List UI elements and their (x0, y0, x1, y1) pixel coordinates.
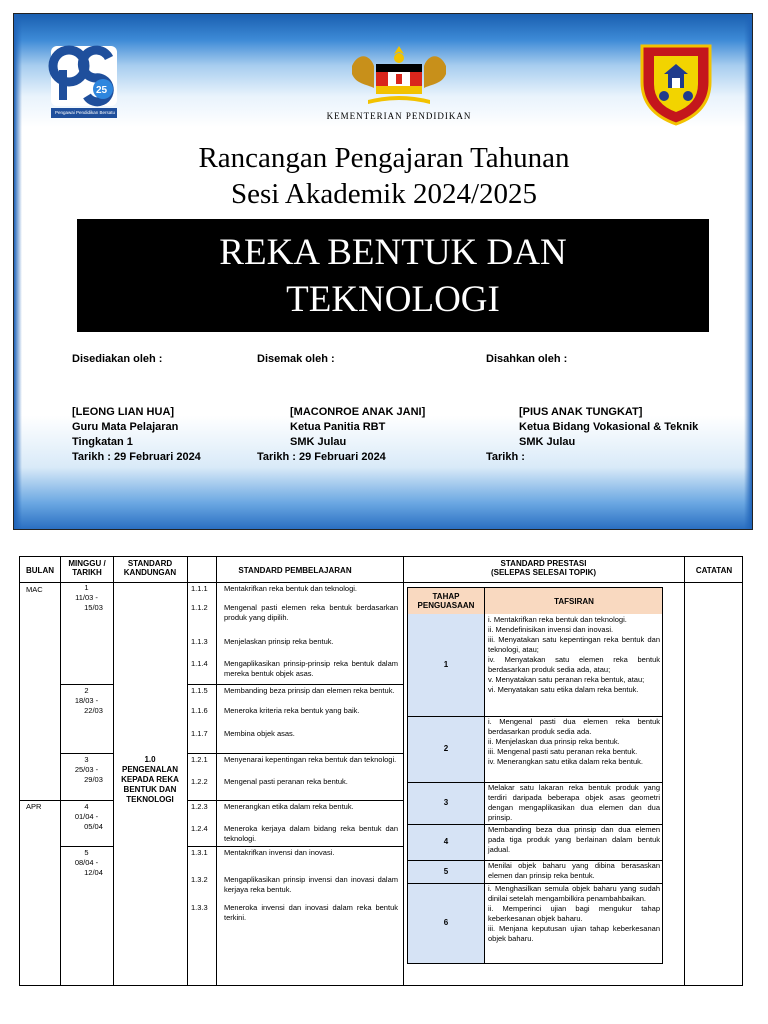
level-description (488, 884, 660, 944)
header-standard-prestasi-sub: (SELEPAS SELESAI TOPIK) (490, 568, 597, 577)
sp-text: Meneroka kriteria reka bentuk yang baik. (224, 706, 360, 715)
cover-page (13, 13, 753, 530)
sp-text: Menyenarai kepentingan reka bentuk dan teknologi. (224, 755, 397, 764)
level-number: 3 (443, 798, 449, 807)
header-standard-pembelajaran: STANDARD PEMBELAJARAN (238, 566, 352, 575)
signature-name: [MACONROE ANAK JANI] (290, 406, 426, 418)
sp-code: 1.1.6 (191, 706, 208, 715)
sp-text: Mentakrifkan invensi dan inovasi. (224, 848, 335, 857)
level-description-line: iii. Menjana keputusan ujian tahap keberkesanan objek baharu. (488, 924, 660, 943)
month-cell: MAC (26, 585, 43, 594)
ministry-name: KEMENTERIAN PENDIDIKAN (326, 111, 472, 121)
level-description-line: iii. Menyatakan satu kepentingan reka bentuk dan teknologi, atau; (488, 635, 660, 654)
yearly-plan-table (19, 556, 743, 986)
signature-role: Guru Mata Pelajaran (72, 421, 179, 433)
cover-edge-right (744, 14, 752, 529)
level-description-line: v. Menyatakan satu peranan reka bentuk, atau; (488, 675, 645, 684)
prestasi-table (407, 587, 663, 964)
week-cell: 3 25/03 - 29/03 (74, 755, 103, 784)
sp-code: 1.1.5 (191, 686, 208, 695)
sp-code: 1.1.1 (191, 584, 208, 593)
week-cell: 1 11/03 - 15/03 (75, 583, 103, 612)
sp-text: Membanding beza prinsip dan elemen reka bentuk. (224, 686, 395, 695)
signature-name: [PIUS ANAK TUNGKAT] (519, 406, 643, 418)
svg-text:25: 25 (96, 85, 108, 96)
level-description-line: iv. Menyatakan satu elemen reka bentuk berdasarkan produk sedia ada, atau; (488, 655, 660, 674)
logo-caption: Pengawai Pendidikan Bersatu (54, 110, 116, 115)
header-catatan: CATATAN (695, 566, 733, 575)
level-description-line: Menilai objek baharu yang dibina berasaskan elemen dan prinsip reka bentuk. (488, 861, 660, 880)
level-description-line: iv. Menerangkan satu etika dalam reka bentuk. (488, 757, 643, 766)
academic-session: Sesi Akademik 2024/2025 (230, 178, 538, 210)
level-description (488, 861, 660, 881)
plan-title: Rancangan Pengajaran Tahunan (198, 142, 570, 174)
sp-code: 1.2.4 (191, 824, 208, 833)
level-description-line: i. Menghasilkan semula objek baharu yang sudah dinilai setelah mengambilkira penambahbaikan. (488, 884, 660, 903)
sp-code: 1.1.7 (191, 729, 208, 738)
school-program-logo (47, 44, 123, 124)
sp-text: Membina objek asas. (224, 729, 295, 738)
sp-code: 1.1.3 (191, 637, 208, 646)
header-tafsiran: TAFSIRAN (554, 597, 594, 606)
signature-reviewed (257, 352, 457, 465)
signature-label: Disediakan oleh : (72, 353, 163, 365)
sp-text: Mengaplikasikan prinsip invensi dan inovasi dalam kerjaya reka bentuk. (224, 875, 398, 894)
signature-prepared (72, 352, 262, 465)
level-description (488, 615, 660, 695)
signature-date: Tarikh : 29 Februari 2024 (72, 451, 201, 463)
sp-text: Mengenal pasti peranan reka bentuk. (224, 777, 348, 786)
level-description-line: ii. Memperinci ujian bagi mengukur tahap keberkesanan objek baharu. (488, 904, 660, 923)
sp-text: Menjelaskan prinsip reka bentuk. (224, 637, 334, 646)
standard-kandungan-cell: 1.0 PENGENALAN KEPADA REKA BENTUK DAN TEKNOLOGI (121, 755, 179, 804)
sp-code: 1.3.3 (191, 903, 208, 912)
level-number: 5 (443, 866, 449, 876)
signature-date: Tarikh : (486, 451, 525, 463)
sp-text: Meneroka kerjaya dalam bidang reka bentuk dan teknologi. (224, 824, 398, 843)
sp-text: Mengaplikasikan prinsip-prinsip reka bentuk dalam mereka bentuk objek asas. (224, 659, 398, 678)
signature-name: [LEONG LIAN HUA] (72, 406, 175, 418)
level-number: 4 (443, 837, 449, 846)
sp-text: Menerangkan etika dalam reka bentuk. (224, 802, 354, 811)
cover-edge-left (14, 14, 22, 529)
signature-unit: Tingkatan 1 (72, 436, 133, 448)
sp-code: 1.1.4 (191, 659, 208, 668)
sp-code: 1.2.3 (191, 802, 208, 811)
subject-title-line1: REKA BENTUK DAN (219, 232, 567, 273)
sp-text: Mengenal pasti elemen reka bentuk berdasarkan produk yang dipilih. (224, 603, 398, 622)
header-standard-prestasi: STANDARD PRESTASI (500, 559, 587, 568)
sp-code: 1.2.1 (191, 755, 208, 764)
level-description (488, 717, 660, 767)
week-cell: 2 18/03 - 22/03 (74, 686, 103, 715)
header-tahap: TAHAP PENGUASAAN (417, 592, 475, 610)
sp-text: Meneroka invensi dan inovasi dalam reka bentuk terkini. (224, 903, 398, 922)
level-description-line: ii. Mendefinisikan invensi dan inovasi. (488, 625, 614, 634)
signature-label: Disemak oleh : (257, 353, 335, 365)
signature-date: Tarikh : 29 Februari 2024 (257, 451, 386, 463)
level-description-line: iii. Mengenal pasti satu peranan reka bentuk. (488, 747, 638, 756)
sp-code: 1.2.2 (191, 777, 208, 786)
signature-role: Ketua Panitia RBT (290, 421, 386, 433)
sp-code: 1.1.2 (191, 603, 208, 612)
week-cell: 4 01/04 - 05/04 (74, 802, 103, 831)
week-cell: 5 08/04 - 12/04 (74, 848, 103, 877)
signature-unit: SMK Julau (290, 436, 347, 448)
header-minggu: MINGGU / TARIKH (68, 559, 106, 577)
level-description-line: i. Mengenal pasti dua elemen reka bentuk berdasarkan produk sedia ada. (488, 717, 660, 736)
level-description-line: vi. Menyatakan satu etika dalam reka bentuk. (488, 685, 639, 694)
subject-title-line2: TEKNOLOGI (286, 279, 500, 320)
coat-of-arms-icon (344, 44, 454, 108)
subject-banner (77, 219, 709, 332)
level-description (488, 825, 660, 855)
signature-unit: SMK Julau (519, 436, 576, 448)
sp-code: 1.3.2 (191, 875, 208, 884)
school-crest-icon (634, 42, 718, 126)
level-number: 2 (443, 744, 449, 753)
level-number: 1 (443, 660, 449, 669)
header-bulan: BULAN (26, 566, 54, 575)
signature-role: Ketua Bidang Vokasional & Teknik (519, 421, 699, 433)
sp-code: 1.3.1 (191, 848, 208, 857)
level-description-line: Membanding beza dua prinsip dan dua elemen pada tiga produk yang berlainan dalam bentuk jadual. (488, 825, 660, 854)
level-number: 6 (443, 918, 449, 927)
level-description (488, 783, 660, 823)
header-standard-kandungan: STANDARD KANDUNGAN (123, 559, 177, 577)
signature-approved (486, 352, 716, 465)
level-description-line: ii. Menjelaskan dua prinsip reka bentuk. (488, 737, 620, 746)
sp-text: Mentakrifkan reka bentuk dan teknologi. (224, 584, 357, 593)
level-description-line: i. Mentakrifkan reka bentuk dan teknologi. (488, 615, 627, 624)
month-cell: APR (26, 802, 42, 811)
level-description-line: Melakar satu lakaran reka bentuk produk yang terdiri daripada beberapa objek asas geometri dengan mengaplikasikan dua elemen dan dua prinsip. (488, 783, 660, 822)
signature-label: Disahkan oleh : (486, 353, 568, 365)
